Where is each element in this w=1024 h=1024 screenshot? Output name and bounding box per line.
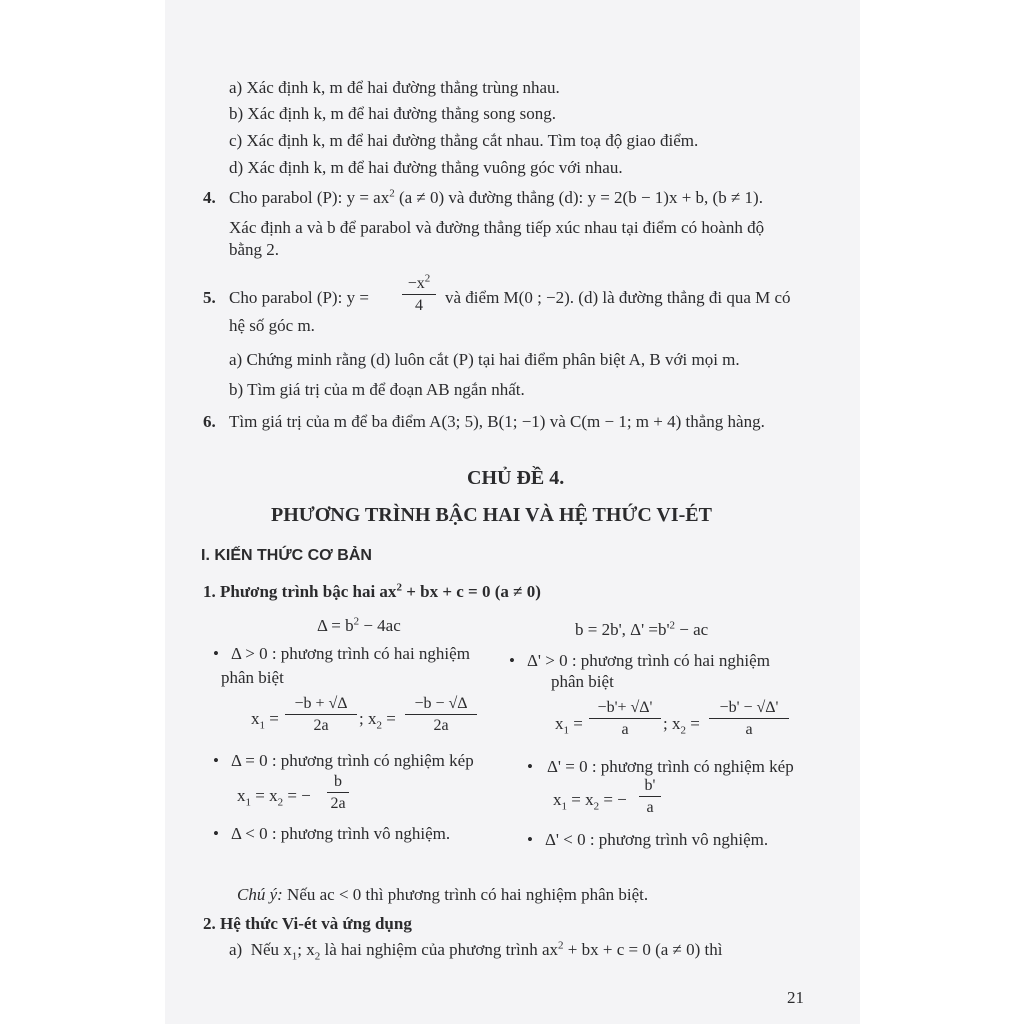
left-case3: Δ < 0 : phương trình vô nghiệm.	[231, 824, 451, 843]
ex5-number: 5.	[203, 288, 216, 307]
right-x1-label: $x_1$ =	[555, 714, 583, 737]
bullet-icon: •	[527, 830, 533, 849]
chapter-label: CHỦ ĐỀ 4.	[467, 467, 565, 489]
ex5-item-a: a) Chứng minh rằng (d) luôn cắt (P) tại hai điểm phân biệt A, B với mọi m.	[229, 350, 740, 369]
right-case1-line1: Δ' > 0 : phương trình có hai nghiệm	[527, 651, 770, 670]
ex5-fraction: $-x^2$ 4	[402, 274, 436, 315]
ex5-item-b: b) Tìm giá trị của m để đoạn AB ngắn nhất.	[229, 380, 525, 399]
subsection-1-heading: 1. Phương trình bậc hai $ax^2$ + bx + c = 0 (a ≠ 0)	[203, 581, 541, 601]
right-double-root-fraction: b' a	[639, 776, 661, 817]
right-double-root: $x_1 = x_2$ = −	[553, 790, 627, 813]
ex4-number: 4.	[203, 188, 216, 207]
section-heading: I. KIẾN THỨC CƠ BẢN	[201, 547, 372, 564]
bullet-icon: •	[213, 644, 219, 663]
left-double-root-fraction: b 2a	[327, 772, 349, 813]
ex4-line2: Xác định a và b để parabol và đường thẳng tiếp xúc nhau tại điểm có hoành độ	[229, 218, 765, 237]
right-x2-label: ; $x_2$ =	[663, 714, 700, 737]
bullet-icon: •	[527, 757, 533, 776]
ex4-line3: bằng 2.	[229, 240, 280, 259]
ex3-item-d: d) Xác định k, m để hai đường thẳng vuông góc với nhau.	[229, 158, 623, 177]
delta-formula: $\Delta = b^2 - 4ac$	[317, 615, 401, 635]
bullet-icon: •	[213, 751, 219, 770]
delta-prime-formula: b = 2b', $\Delta' =b'^2$ − ac	[575, 619, 709, 639]
left-case1-line1: Δ > 0 : phương trình có hai nghiệm	[231, 644, 470, 663]
left-double-root: $x_1 = x_2$ = −	[237, 786, 311, 809]
chapter-title: PHƯƠNG TRÌNH BẬC HAI VÀ HỆ THỨC VI-ÉT	[271, 504, 712, 526]
ex5-line1-start: Cho parabol (P): y =	[229, 288, 369, 307]
bullet-icon: •	[509, 651, 515, 670]
section2-item-a: a) Nếu $x_1$; $x_2$ là hai nghiệm của phương trình $ax^2$ + bx + c = 0 (a ≠ 0) thì	[229, 939, 723, 963]
ex4-line1: Cho parabol (P): $y = ax^2$ (a ≠ 0) và đường thẳng (d): y = 2(b − 1)x + b, (b ≠ 1).	[229, 187, 763, 207]
left-x2-label: ; $x_2$ =	[359, 709, 396, 732]
left-x2-fraction: −b − √Δ 2a	[405, 694, 477, 735]
right-case2: Δ' = 0 : phương trình có nghiệm kép	[547, 757, 794, 776]
page-number: 21	[787, 988, 804, 1007]
note: Chú ý: Nếu ac < 0 thì phương trình có hai nghiệm phân biệt.	[237, 885, 649, 904]
book-page	[165, 0, 860, 1024]
ex3-item-a: a) Xác định k, m để hai đường thẳng trùng nhau.	[229, 78, 560, 97]
ex5-line1-end: và điểm M(0 ; −2). (d) là đường thẳng đi qua M có	[445, 288, 791, 307]
ex3-item-c: c) Xác định k, m để hai đường thẳng cắt nhau. Tìm toạ độ giao điểm.	[229, 131, 699, 150]
left-x1-label: $x_1$ =	[251, 709, 279, 732]
right-case3: Δ' < 0 : phương trình vô nghiệm.	[545, 830, 769, 849]
right-x2-fraction: −b' − √Δ' a	[709, 698, 789, 739]
left-case2: Δ = 0 : phương trình có nghiệm kép	[231, 751, 474, 770]
right-x1-fraction: −b'+ √Δ' a	[589, 698, 661, 739]
subsection-2-heading: 2. Hệ thức Vi-ét và ứng dụng	[203, 914, 412, 933]
ex5-line2: hệ số góc m.	[229, 316, 315, 335]
ex3-item-b: b) Xác định k, m để hai đường thẳng song song.	[229, 104, 556, 123]
right-case1-line2: phân biệt	[551, 672, 614, 691]
ex6-number: 6.	[203, 412, 216, 431]
bullet-icon: •	[213, 824, 219, 843]
left-x1-fraction: −b + √Δ 2a	[285, 694, 357, 735]
ex6-text: Tìm giá trị của m để ba điểm A(3; 5), B(1; −1) và C(m − 1; m + 4) thẳng hàng.	[229, 412, 765, 431]
left-case1-line2: phân biệt	[221, 668, 284, 687]
